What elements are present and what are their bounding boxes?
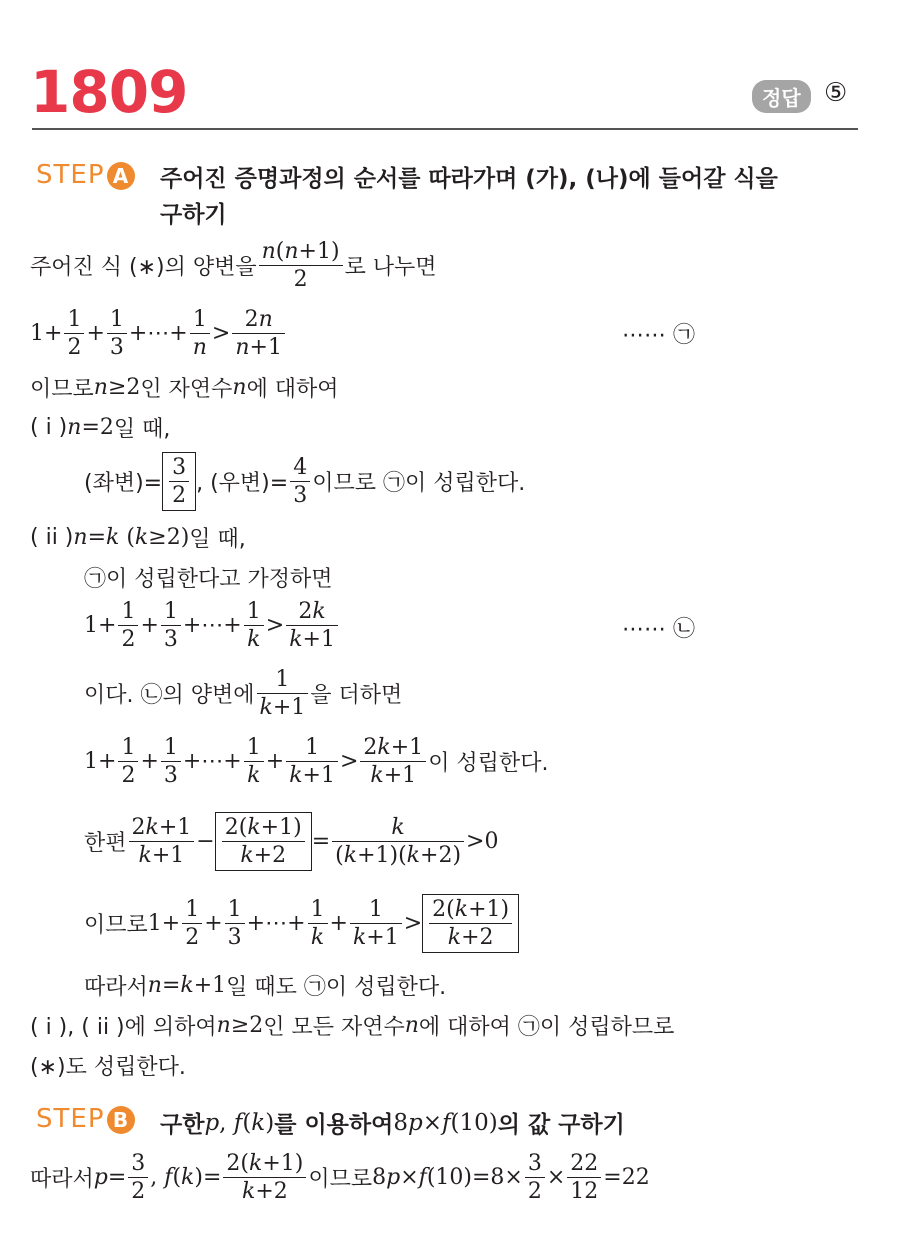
step-b-heading	[36, 1104, 135, 1134]
step-b-letter: B	[107, 1106, 135, 1134]
assume-line: ㉠이 성립한다고 가정하면	[84, 567, 333, 592]
step-a-letter: A	[107, 162, 135, 190]
marker-1: ⋯⋯ ㉠	[622, 323, 695, 348]
step-a-heading	[36, 160, 135, 190]
problem-number: 1809	[30, 58, 188, 126]
step-b-title: 구한 p, f(k) 를 이용하여 8p×f(10) 의 값 구하기	[160, 1109, 625, 1138]
case-1-sides: (좌변)= $\frac{3}{2}$ , (우변)= $\frac{4}{3}$ 이므로 ㉠이 성립한다.	[84, 452, 525, 511]
condition-line: 이므로 n≥2 인 자연수 n 에 대하여	[30, 375, 339, 402]
inequality-2: 1+ $\frac{1}{2}$ + $\frac{1}{3}$ +⋯+ $\frac{1}{k}$ > $\frac{2k}{k+1}$	[84, 600, 340, 651]
box-c: $\frac{2(k+1)}{k+2}$	[422, 894, 519, 953]
intro-line: 주어진 식 (∗)의 양변을 $\frac{n(n+1)}{2}$ 로 나누면	[30, 239, 437, 293]
add-line: 이다. ㉡의 양변에 $\frac{1}{k+1}$ 을 더하면	[84, 667, 403, 721]
difference-line: 한편 $\frac{2k+1}{k+1}$ − $\frac{2(k+1)}{k+2}$ = $\frac{k}{(k+1)(k+2)}$ >0	[84, 812, 498, 871]
case-2-line: ( ii ) n=k (k≥2) 일 때,	[30, 525, 246, 552]
inequality-3: 1+ $\frac{1}{2}$ + $\frac{1}{3}$ +⋯+ $\frac{1}{k}$ + $\frac{1}{k+1}$ > $\frac{2k+1}{k+1}$ 이 성립한다.	[84, 735, 549, 789]
step-b-label: STEP	[36, 1104, 105, 1134]
step-a-title-2: 구하기	[160, 202, 227, 228]
box-b: $\frac{2(k+1)}{k+2}$	[215, 812, 312, 871]
therefore-line: 따라서 n=k+1 일 때도 ㉠이 성립한다.	[84, 973, 447, 1000]
frac-n-n1-over-2: $\frac{n(n+1)}{2}$	[259, 240, 343, 291]
conclusion-line-1: ( i ), ( ii )에 의하여 n≥2 인 모든 자연수 n 에 대하여 ㉠이 성립하므로	[30, 1013, 675, 1040]
step-a-title-1: 주어진 증명과정의 순서를 따라가며 (가), (나)에 들어갈 식을	[160, 166, 778, 192]
case-1-line: ( i ) n=2 일 때,	[30, 415, 171, 442]
header-divider	[32, 128, 858, 130]
inequality-4: 이므로 1+ $\frac{1}{2}$ + $\frac{1}{3}$ +⋯+ $\frac{1}{k}$ + $\frac{1}{k+1}$ > $\frac{2(k+1)}{k+2}$	[84, 894, 519, 953]
step-a-label: STEP	[36, 160, 105, 190]
answer-value: ⑤	[824, 78, 848, 108]
final-line: 따라서 p= $\frac{3}{2}$ , f(k)= $\frac{2(k+1)}{k+2}$ 이므로 8p×f(10)=8× $\frac{3}{2}$ × $\frac{22}{12}$ =22	[30, 1151, 650, 1205]
inequality-1: 1+ $\frac{1}{2}$ + $\frac{1}{3}$ +⋯+ $\frac{1}{n}$ > $\frac{2n}{n+1}$	[30, 308, 287, 359]
conclusion-line-2: (∗)도 성립한다.	[30, 1055, 186, 1080]
marker-2: ⋯⋯ ㉡	[622, 617, 695, 642]
answer-badge: 정답	[752, 80, 811, 113]
box-a: $\frac{3}{2}$	[162, 452, 196, 511]
